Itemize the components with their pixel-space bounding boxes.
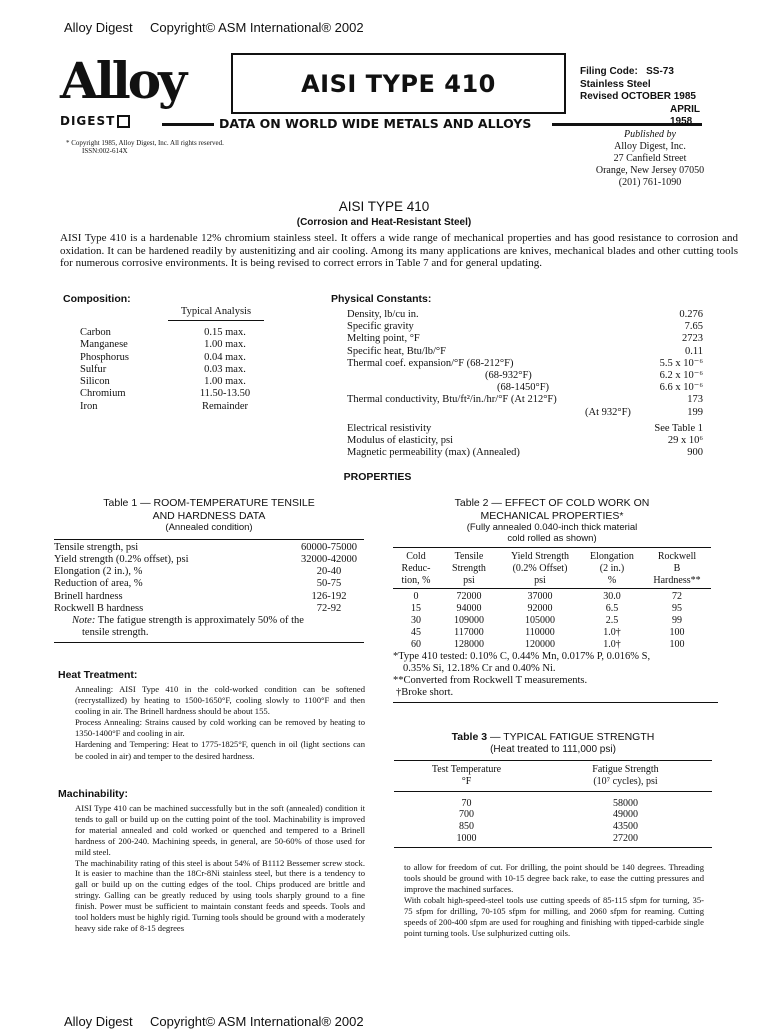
table-cell: 128000 (454, 638, 484, 650)
table-cell: 117000 (454, 626, 484, 638)
header-line: (0.2% Offset) (512, 562, 568, 574)
composition-row (80, 327, 270, 339)
composition-row (80, 388, 270, 400)
table-cell: 94000 (456, 603, 482, 615)
title-text: AISI TYPE 410 (301, 69, 496, 98)
physical-table (347, 309, 703, 459)
physical-row (347, 321, 703, 333)
table-cell: 105000 (525, 614, 555, 626)
physical-label: Thermal coef. expansion/°F (68-212°F) (347, 357, 514, 369)
table2-caption1: Table 2 — EFFECT OF COLD WORK ON (454, 497, 650, 509)
table2-header-cell (581, 551, 643, 586)
physical-label: (68-932°F) (485, 370, 532, 382)
table1-label: Rockwell B hardness (54, 602, 144, 614)
physical-row (347, 447, 703, 459)
table2-header-cell (439, 551, 499, 586)
composition-row (80, 401, 270, 413)
physical-value: 2723 (682, 333, 703, 345)
table-cell: 15 (411, 603, 421, 615)
title-box (231, 53, 566, 114)
table-cell: 1.0† (603, 626, 621, 638)
publisher-phone: (201) 761-1090 (618, 177, 682, 188)
physical-value: 7.65 (684, 321, 703, 333)
table1-row (54, 578, 364, 590)
header-line: psi (534, 574, 546, 586)
filing-code-value: SS-73 (646, 66, 674, 77)
table-cell: 30 (411, 614, 421, 626)
table-cell: 100 (669, 638, 685, 650)
header-line: Rockwell (657, 551, 697, 562)
table-cell: 109000 (454, 614, 484, 626)
table1-label: Yield strength (0.2% offset), psi (54, 553, 189, 565)
table-cell: 45 (411, 626, 421, 638)
publisher-address2: Orange, New Jersey 07050 (595, 165, 705, 176)
table-cell: 72 (672, 591, 682, 603)
table2-caption4: cold rolled as shown) (507, 533, 597, 544)
table3-body (394, 792, 712, 845)
properties-heading: PROPERTIES (343, 471, 412, 483)
element-name: Phosphorus (80, 351, 130, 363)
header-line: Tensile (454, 551, 484, 562)
alloy-digest-logo (60, 51, 185, 110)
table3-caption (394, 731, 712, 744)
physical-row (347, 346, 703, 358)
physical-row (347, 394, 703, 406)
header-line: Reduc- (401, 562, 431, 574)
small-copyright: * Copyright 1985, Alloy Digest, Inc. All rights reserved. (66, 139, 224, 147)
published-by: Published by (624, 129, 676, 140)
table1-note-label: Note: (72, 615, 96, 627)
physical-label: Thermal conductivity, Btu/ft²/in./hr/°F (At 212°F) (347, 394, 557, 406)
table3-caption-rest: — TYPICAL FATIGUE STRENGTH (489, 731, 655, 743)
table2-foot4: †Broke short. (396, 687, 454, 699)
table-cell: 30.0 (603, 591, 621, 603)
table1-value: 50-75 (316, 578, 342, 590)
element-value: 0.04 max. (204, 351, 246, 363)
physical-value: 6.6 x 10⁻⁶ (659, 382, 703, 394)
header-line: Cold (406, 551, 426, 562)
table2-foot3: **Converted from Rockwell T measurements. (393, 675, 588, 687)
doc-subtitle: (Corrosion and Heat-Resistant Steel) (296, 217, 472, 228)
table-cell: 0 (413, 591, 419, 603)
physical-value: 29 x 10⁶ (667, 435, 703, 447)
table-row (393, 615, 711, 627)
physical-value: 0.276 (679, 309, 703, 320)
element-name: Sulfur (80, 363, 107, 375)
table3-header-cell (539, 764, 712, 788)
composition-row (80, 364, 270, 376)
physical-row (347, 435, 703, 447)
table-cell: 95 (672, 603, 682, 615)
table1-row (54, 542, 364, 554)
physical-row (347, 407, 703, 419)
header-subtitle: DATA ON WORLD WIDE METALS AND ALLOYS (219, 116, 532, 131)
publisher-block (570, 129, 730, 189)
table1-label: Elongation (2 in.), % (54, 566, 143, 578)
filing-revised2: APRIL 1958 (670, 103, 700, 127)
machinability-heading: Machinability: (58, 788, 129, 800)
element-value: 1.00 max. (204, 376, 246, 388)
physical-label: Modulus of elasticity, psi (347, 435, 454, 447)
physical-value: 6.2 x 10⁻⁶ (659, 370, 703, 382)
table-row (394, 833, 712, 845)
header-line: (10⁷ cycles), psi (593, 775, 658, 787)
composition-table (80, 327, 270, 413)
table1-note (54, 615, 364, 627)
logo-digest-row (60, 114, 130, 128)
table-cell: 43500 (613, 821, 638, 833)
table3-bottom-rule (394, 847, 712, 848)
physical-row (347, 309, 703, 321)
physical-value: 5.5 x 10⁻⁶ (659, 357, 703, 369)
physical-label: Melting point, °F (347, 333, 420, 345)
physical-value: 0.11 (685, 345, 703, 357)
element-value: 0.03 max. (204, 363, 246, 375)
table-cell: 99 (672, 614, 682, 626)
header-rule-left (162, 123, 214, 126)
table-cell: 700 (459, 809, 474, 821)
table-cell: 110000 (525, 626, 555, 638)
heat-treatment-text: Annealing: AISI Type 410 in the cold-worked condition can be softened (recrystallized) by heating to 1500-1650°F, cooling slowly to 1100°F and then cooling in air. The Brinell hardness should be about 155. Process Annealing: Strains caused by cold working can be removed by heating to 1350-1400°F and cooling in air. Hardening and Tempering: Heat to 1775-1825°F, quench in oil (light sections can be cooled in air) and temper to the desired hardness. (75, 684, 365, 761)
composition-row (80, 376, 270, 388)
header-line: Elongation (590, 551, 634, 562)
composition-heading: Composition: (63, 293, 131, 305)
table-cell: 72000 (456, 591, 482, 603)
table2-header-cell (499, 551, 581, 586)
table2-caption3: (Fully annealed 0.040-inch thick material (466, 522, 638, 533)
table-row (394, 809, 712, 821)
table1-row (54, 554, 364, 566)
logo-digest-text: DIGEST (60, 114, 116, 128)
composition-row (80, 339, 270, 351)
physical-label: (68-1450°F) (497, 382, 550, 394)
table1-label: Brinell hardness (54, 590, 123, 602)
table2-header-cell (643, 551, 711, 586)
physical-label: Specific gravity (347, 321, 414, 333)
table1-note-text1: The fatigue strength is approximately 50% of the (97, 615, 304, 627)
table2-foot2: 0.35% Si, 12.18% Cr and 0.40% Ni. (403, 663, 556, 675)
header-line: °F (461, 775, 472, 787)
publisher-address1: 27 Canfield Street (613, 153, 687, 164)
table-row (393, 639, 711, 651)
table1-label: Tensile strength, psi (54, 541, 139, 553)
physical-label: Electrical resistivity (347, 422, 432, 434)
element-name: Carbon (80, 327, 111, 338)
table1-row (54, 591, 364, 603)
table1-caption2: AND HARDNESS DATA (152, 509, 266, 522)
header-line: Fatigue Strength (592, 764, 659, 775)
table-cell: 100 (669, 626, 685, 638)
table2-header (393, 548, 711, 586)
table-cell: 120000 (525, 638, 555, 650)
table3 (394, 731, 712, 848)
filing-revised: Revised OCTOBER 1985 (580, 91, 696, 102)
filing-block (580, 66, 720, 129)
table-cell: 1000 (456, 832, 477, 844)
header-line: (2 in.) (599, 562, 625, 574)
intro-paragraph: AISI Type 410 is a hardenable 12% chromium stainless steel. It offers a wide range of mechanical properties and has good resistance to corrosion and oxidation. It can be hardened readily by austenitizing and air cooling. Among its many applications are knives, mechanical blades and other cutting tools for numerous corrosive environments. It is being revised to correct errors in Table 7 and for general updating. (60, 232, 738, 269)
table2-header-cell (393, 551, 439, 586)
filing-category: Stainless Steel (580, 78, 651, 90)
element-name: Manganese (80, 339, 128, 351)
element-name: Chromium (80, 388, 126, 400)
footer-copyright: Copyright© ASM International® 2002 (150, 1014, 364, 1029)
table1-value: 20-40 (316, 566, 342, 578)
table1-row (54, 603, 364, 615)
table-cell: 27200 (613, 832, 638, 844)
element-name: Iron (80, 400, 98, 412)
table2-foot1: *Type 410 tested: 0.10% C, 0.44% Mn, 0.017% P, 0.016% S, (393, 651, 651, 663)
header-line: Strength (452, 562, 486, 574)
table1-caption1: Table 1 — ROOM-TEMPERATURE TENSILE (103, 497, 315, 509)
table-cell: 58000 (613, 797, 638, 809)
table2-body (393, 589, 711, 650)
header-line: Test Temperature (431, 764, 502, 775)
header-line: psi (463, 574, 475, 586)
table-cell: 37000 (527, 591, 553, 603)
table1-note-text2: tensile strength. (82, 627, 149, 639)
physical-row (347, 358, 703, 370)
physical-label: (At 932°F) (585, 406, 631, 418)
table-row (393, 591, 711, 603)
heat-treatment-heading: Heat Treatment: (58, 669, 138, 681)
table2 (393, 497, 711, 703)
physical-heading: Physical Constants: (331, 293, 432, 305)
machinability-continued-text: to allow for freedom of cut. For drilling, the point should be 140 degrees. Threading tools should be ground with 10-15 degree back rake, to ease the cutting pressures and improve the machined surfaces. With cobalt high-speed-steel tools use cutting speeds of 85-115 sfpm for turning, 35-75 sfpm for drilling, 70-105 sfpm for milling, and 2060 sfpm for reaming. Cutting speeds of 200-400 sfpm are used for roughing and finishing with tipped-carbide single point turning tools. Use sulphurized cutting oils. (404, 862, 704, 938)
logo-mark-icon (117, 115, 130, 128)
table1 (54, 497, 364, 643)
table-row (393, 603, 711, 615)
element-value: 0.15 max. (204, 327, 246, 338)
issn: ISSN:002-614X (82, 147, 128, 155)
table-row (394, 821, 712, 833)
header-line: tion, % (401, 574, 431, 586)
footer-brand: Alloy Digest (64, 1014, 133, 1029)
physical-row (347, 370, 703, 382)
table-row (394, 798, 712, 810)
table1-value: 72-92 (316, 602, 342, 614)
composition-row (80, 352, 270, 364)
physical-value: 199 (687, 406, 703, 418)
table3-header (394, 761, 712, 788)
table-cell: 1.0† (603, 638, 621, 650)
table1-bottom-rule (54, 642, 364, 643)
table2-caption2: MECHANICAL PROPERTIES* (480, 509, 624, 522)
physical-value: 900 (687, 447, 703, 459)
table-row (393, 627, 711, 639)
publisher-name: Alloy Digest, Inc. (614, 141, 686, 152)
table2-bottom-rule (393, 702, 718, 703)
header-copyright: Copyright© ASM International® 2002 (150, 20, 364, 35)
logo-word: Alloy (60, 51, 185, 110)
element-value: 1.00 max. (204, 339, 246, 351)
header-line: B (673, 562, 681, 574)
physical-label: Specific heat, Btu/lb/°F (347, 345, 446, 357)
physical-row (347, 333, 703, 345)
table-cell: 70 (461, 797, 472, 809)
table-cell: 60 (411, 638, 421, 650)
physical-row (347, 423, 703, 435)
doc-title: AISI TYPE 410 (338, 199, 430, 214)
table1-label: Reduction of area, % (54, 578, 143, 590)
physical-value: 173 (687, 394, 703, 406)
header-line: % (607, 574, 617, 586)
physical-value: See Table 1 (654, 422, 703, 434)
table3-caption-bold: Table 3 (451, 731, 488, 743)
header-line: Yield Strength (510, 551, 570, 562)
table-cell: 6.5 (605, 603, 619, 615)
physical-row (347, 382, 703, 394)
table1-row (54, 566, 364, 578)
table3-caption2: (Heat treated to 111,000 psi) (490, 743, 616, 755)
machinability-text: AISI Type 410 can be machined successfully but in the soft (annealed) condition it tends to gall or build up on the cutting point of the tool. Machinability is improved for material annealed and cold worked or quenched and tempered to a Brinell hardness of 200-240. Machining speeds, in general, are 50-60% of those used for mild steel. The machinability rating of this steel is about 54% of B1112 Bessemer screw stock. It is easier to machine than the 18Cr-8Ni stainless steel, but there is a tendency to gall or build up on the cutting edges of the tool. Chips produced are brittle and stringy. Galling can be greatly reduced by using tools sharply ground to a fine finish. Power must be sufficient to maintain constant feeds and speeds. Tools and tool holders must be highly rigid. Turning tools should be ground with a moderately heavy side rake of 8-15 degrees (75, 803, 365, 933)
table-cell: 850 (459, 821, 474, 833)
element-value: 11.50-13.50 (199, 388, 251, 400)
table-cell: 49000 (613, 809, 638, 821)
filing-code-label: Filing Code: (580, 66, 638, 77)
composition-column-header: Typical Analysis (168, 306, 264, 321)
table3-header-cell (394, 764, 539, 788)
element-value: Remainder (201, 400, 249, 412)
element-name: Silicon (80, 376, 110, 388)
table1-value: 60000-75000 (301, 541, 357, 553)
table1-caption3: (Annealed condition) (165, 522, 253, 533)
table1-value: 32000-42000 (301, 553, 357, 565)
table1-value: 126-192 (311, 590, 347, 602)
header-line: Hardness** (653, 574, 701, 586)
physical-label: Magnetic permeability (max) (Annealed) (347, 447, 520, 459)
table-cell: 2.5 (605, 614, 619, 626)
physical-label: Density, lb/cu in. (347, 309, 419, 320)
table-cell: 92000 (527, 603, 553, 615)
header-brand: Alloy Digest (64, 20, 133, 35)
